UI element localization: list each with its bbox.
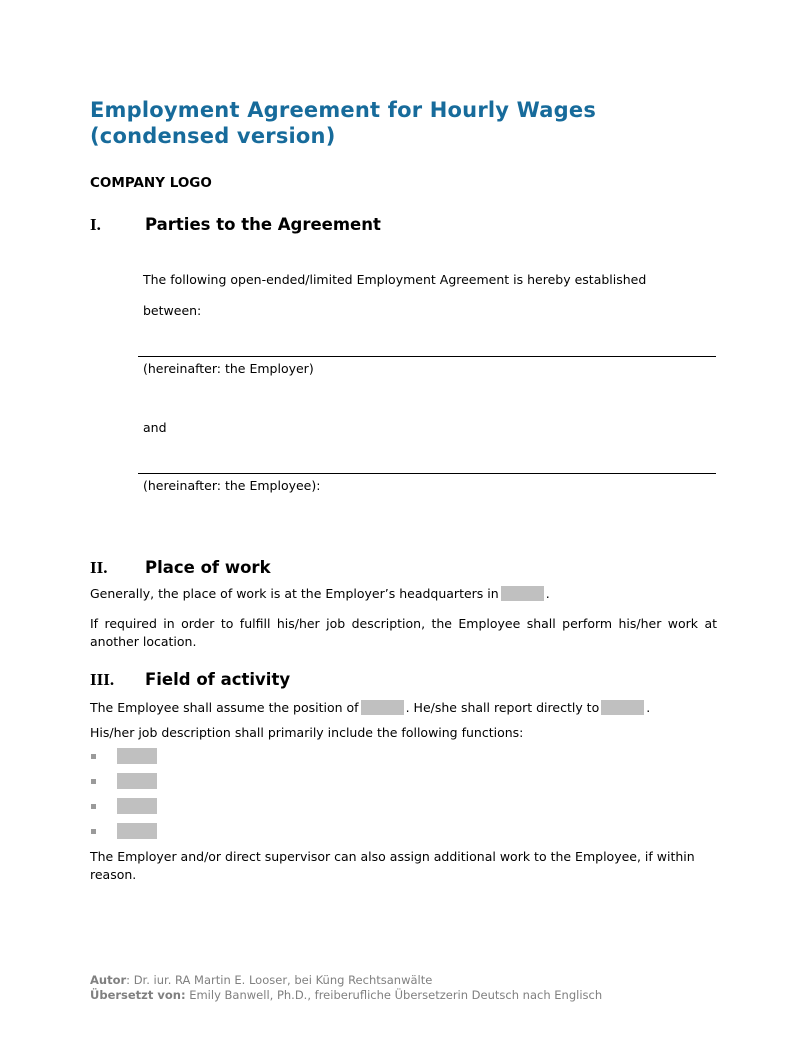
company-logo-text: COMPANY LOGO bbox=[90, 175, 212, 191]
employee-name-line[interactable] bbox=[138, 473, 716, 474]
document-title-line2: (condensed version) bbox=[90, 124, 336, 148]
additional-work-paragraph: The Employer and/or direct supervisor can also assign additional work to the Employee, if within reason. bbox=[90, 849, 695, 882]
paragraph-text: . bbox=[545, 586, 550, 601]
parties-intro-paragraph bbox=[143, 264, 717, 326]
square-bullet-icon bbox=[91, 804, 96, 809]
author-text: : Dr. iur. RA Martin E. Looser, bei Küng Rechtsanwälte bbox=[126, 973, 433, 987]
job-function-blank-field-1[interactable] bbox=[117, 748, 157, 764]
employer-name-line[interactable] bbox=[138, 356, 716, 357]
employee-caption: (hereinafter: the Employee): bbox=[143, 478, 321, 493]
employer-caption: (hereinafter: the Employer) bbox=[143, 361, 314, 376]
paragraph-text: Generally, the place of work is at the Employer’s headquarters in bbox=[90, 586, 499, 601]
list-item bbox=[90, 773, 717, 789]
author-line bbox=[90, 973, 717, 988]
supervisor-blank-field[interactable] bbox=[601, 700, 644, 715]
square-bullet-icon bbox=[91, 779, 96, 784]
and-conjunction: and bbox=[143, 420, 167, 435]
author-label: Autor bbox=[90, 973, 127, 987]
document-footer bbox=[90, 973, 717, 1003]
job-function-blank-field-3[interactable] bbox=[117, 798, 157, 814]
list-item bbox=[90, 798, 717, 814]
translator-text: Emily Banwell, Ph.D., freiberufliche Übersetzerin Deutsch nach Englisch bbox=[185, 988, 603, 1002]
place-of-work-paragraph bbox=[90, 585, 717, 602]
job-description-paragraph: His/her job description shall primarily include the following functions: bbox=[90, 725, 524, 740]
document-title-line1: Employment Agreement for Hourly Wages bbox=[90, 98, 597, 122]
section-heading-field-of-activity bbox=[90, 670, 717, 689]
list-item bbox=[90, 823, 717, 839]
section-heading-place-of-work bbox=[90, 558, 717, 577]
job-functions-list bbox=[90, 748, 717, 839]
job-function-blank-field-2[interactable] bbox=[117, 773, 157, 789]
section-heading-parties bbox=[90, 215, 717, 234]
intro-line2: between: bbox=[143, 303, 202, 318]
square-bullet-icon bbox=[91, 754, 96, 759]
position-paragraph bbox=[90, 699, 717, 716]
section-numeral: I. bbox=[90, 215, 101, 234]
intro-line1: The following open-ended/limited Employment Agreement is hereby established bbox=[143, 272, 647, 287]
headquarters-city-blank-field[interactable] bbox=[501, 586, 544, 601]
job-function-blank-field-4[interactable] bbox=[117, 823, 157, 839]
other-location-paragraph: If required in order to fulfill his/her job description, the Employee shall perform his/her work at another location. bbox=[90, 616, 717, 649]
translator-line bbox=[90, 988, 717, 1003]
paragraph-text: The Employee shall assume the position of bbox=[90, 700, 359, 715]
paragraph-text: . bbox=[646, 700, 651, 715]
document-title bbox=[90, 0, 717, 149]
paragraph-text: . He/she shall report directly to bbox=[405, 700, 600, 715]
section-numeral: II. bbox=[90, 558, 108, 577]
section-title: Parties to the Agreement bbox=[145, 215, 381, 234]
section-title: Field of activity bbox=[145, 670, 291, 689]
list-item bbox=[90, 748, 717, 764]
section-title: Place of work bbox=[145, 558, 271, 577]
square-bullet-icon bbox=[91, 829, 96, 834]
position-blank-field[interactable] bbox=[361, 700, 404, 715]
translator-label: Übersetzt von: bbox=[90, 988, 186, 1002]
section-numeral: III. bbox=[90, 670, 115, 689]
